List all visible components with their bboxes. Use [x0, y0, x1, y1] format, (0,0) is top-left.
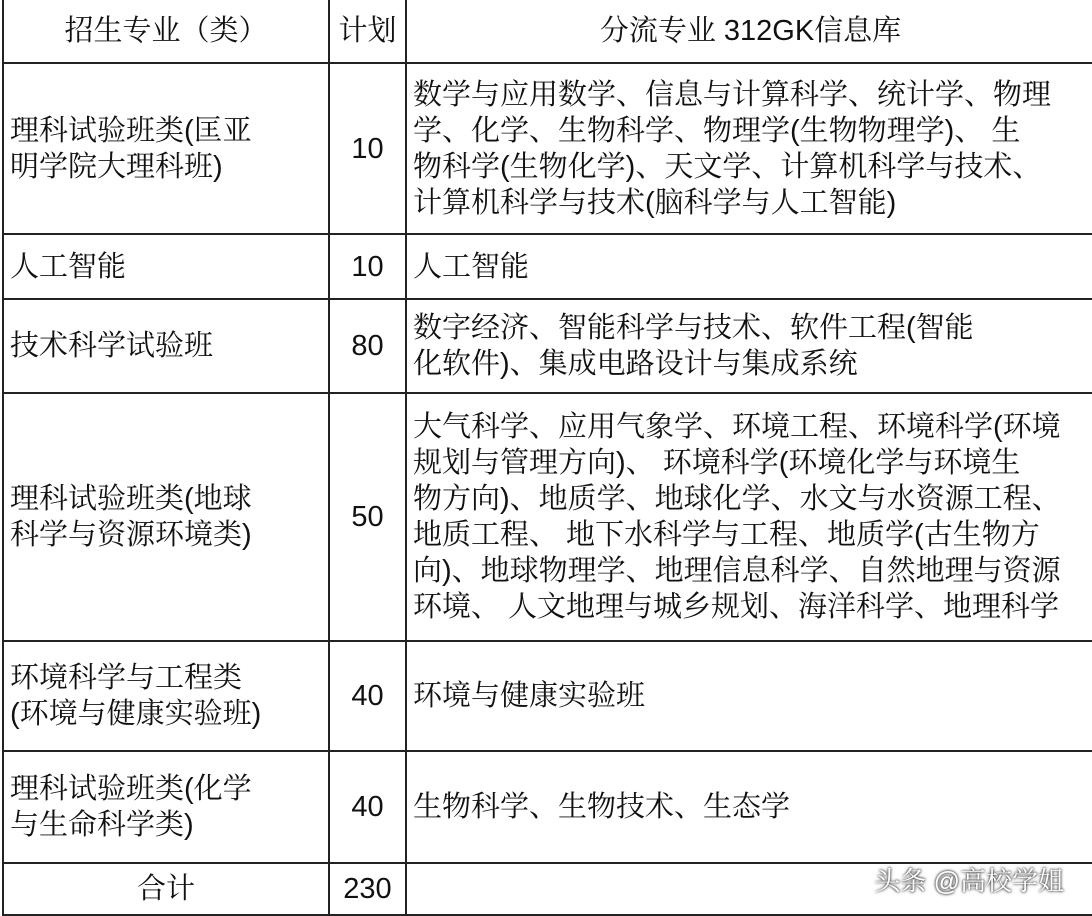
streams-cell-line: 环境、 人文地理与城乡规划、海洋科学、地理科学	[413, 591, 1060, 623]
major-cell-line: 科学与资源环境类)	[10, 519, 252, 551]
streams-cell-line: 学、化学、生物科学、物理学(生物物理学)、 生	[413, 114, 1021, 147]
major-cell-line: 理科试验班类(地球	[10, 483, 252, 515]
table-row	[3, 299, 1092, 393]
streams-cell	[406, 234, 1092, 299]
watermark: 头条 @高校学姐	[874, 866, 1064, 896]
streams-cell-line: 向)、地球物理学、地理信息科学、自然地理与资源	[413, 555, 1061, 587]
streams-cell-line: 大气科学、应用气象学、环境工程、环境科学(环境	[413, 411, 1061, 443]
plan-cell: 40	[329, 641, 406, 751]
streams-cell-line: 环境与健康实验班	[413, 680, 646, 712]
major-cell	[3, 234, 329, 299]
major-cell	[3, 641, 329, 751]
plan-cell: 40	[329, 751, 406, 863]
plan-cell: 80	[329, 299, 406, 393]
streams-cell	[406, 641, 1092, 751]
major-cell-line: (环境与健康实验班)	[10, 698, 262, 730]
header-major: 招生专业（类）	[3, 0, 329, 63]
enrollment-table	[2, 0, 1092, 916]
streams-cell-line: 规划与管理方向)、 环境科学(环境化学与环境生	[413, 447, 1021, 479]
major-cell-line: 与生命科学类)	[10, 809, 194, 841]
streams-cell-line: 人工智能	[413, 250, 530, 283]
major-cell	[3, 751, 329, 863]
table-row	[3, 751, 1092, 863]
streams-cell	[406, 299, 1092, 393]
streams-cell-line: 化软件)、集成电路设计与集成系统	[413, 348, 858, 380]
streams-cell-line: 物方向)、地质学、地球化学、水文与水资源工程、	[413, 483, 1061, 515]
plan-cell: 10	[329, 63, 406, 234]
major-cell	[3, 393, 329, 641]
major-cell	[3, 63, 329, 234]
streams-cell	[406, 63, 1092, 234]
streams-cell-line: 数字经济、智能科学与技术、软件工程(智能	[413, 312, 974, 344]
major-cell-line: 环境科学与工程类	[10, 662, 243, 694]
major-cell	[3, 299, 329, 393]
major-cell-line: 理科试验班类(匡亚	[10, 114, 252, 147]
major-cell-line: 技术科学试验班	[10, 330, 214, 362]
plan-cell: 50	[329, 393, 406, 641]
streams-cell-line: 生物科学、生物技术、生态学	[413, 791, 791, 823]
streams-cell	[406, 751, 1092, 863]
header-plan: 计划	[329, 0, 406, 63]
table-row	[3, 234, 1092, 299]
streams-cell-line: 计算机科学与技术(脑科学与人工智能)	[413, 186, 897, 219]
header-streams: 分流专业 312GK信息库	[406, 0, 1092, 63]
streams-cell-line: 地质工程、 地下水科学与工程、地质学(古生物方	[413, 519, 1040, 551]
streams-cell-line: 数学与应用数学、信息与计算科学、统计学、物理	[413, 78, 1052, 111]
total-label: 合计	[3, 863, 329, 915]
total-plan: 230	[329, 863, 406, 915]
plan-cell: 10	[329, 234, 406, 299]
streams-cell-line: 物科学(生物化学)、天文学、计算机科学与技术、	[413, 150, 1042, 183]
major-cell-line: 人工智能	[10, 250, 127, 283]
major-cell-line: 明学院大理科班)	[10, 150, 223, 183]
table-row	[3, 393, 1092, 641]
major-cell-line: 理科试验班类(化学	[10, 773, 252, 805]
table-row	[3, 63, 1092, 234]
table-row	[3, 641, 1092, 751]
header-row	[3, 0, 1092, 63]
streams-cell	[406, 393, 1092, 641]
